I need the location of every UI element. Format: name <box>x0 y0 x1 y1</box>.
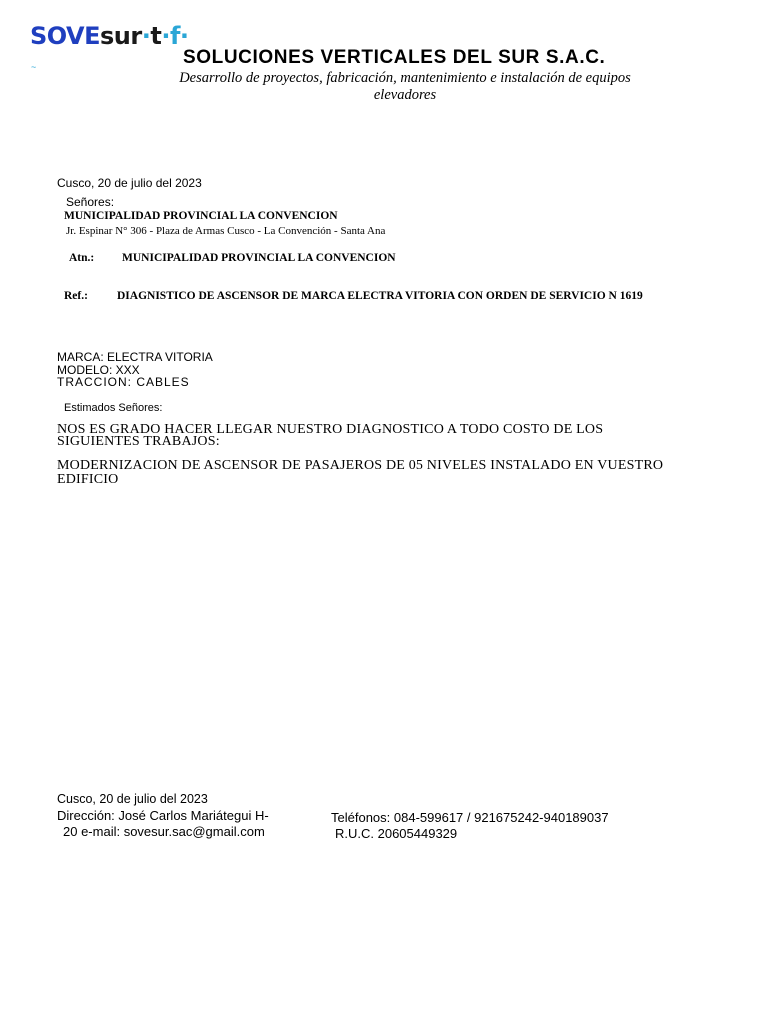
recipient-name: MUNICIPALIDAD PROVINCIAL LA CONVENCION <box>64 210 338 222</box>
footer-date: Cusco, 20 de julio del 2023 <box>57 792 208 806</box>
marca-line: MARCA: ELECTRA VITORIA <box>57 350 213 364</box>
atn-value: MUNICIPALIDAD PROVINCIAL LA CONVENCION <box>122 252 396 264</box>
logo-wave-icon: ~ <box>31 62 37 72</box>
footer-phones: Teléfonos: 084-599617 / 921675242-940189037 <box>331 810 609 825</box>
company-tagline: Desarrollo de proyectos, fabricación, mantenimiento e instalación de equipos elevadores <box>179 70 631 103</box>
footer-address-line2: 20 e-mail: sovesur.sac@gmail.com <box>63 824 265 839</box>
paragraph2-line2: EDIFICIO <box>57 472 119 487</box>
company-name: SOLUCIONES VERTICALES DEL SUR S.A.C. <box>183 47 606 68</box>
company-logo: SOVEsur·t·f· <box>30 22 189 50</box>
salutation-to: Señores: <box>66 195 115 209</box>
paragraph1-line1: NOS ES GRADO HACER LLEGAR NUESTRO DIAGNOSTICO A TODO COSTO DE LOS <box>57 422 604 437</box>
paragraph2-line1: MODERNIZACION DE ASCENSOR DE PASAJEROS DE 05 NIVELES INSTALADO EN VUESTRO <box>57 458 664 473</box>
logo-t-text: t <box>150 22 162 50</box>
footer-ruc: R.U.C. 20605449329 <box>335 826 458 841</box>
modelo-line: MODELO: XXX <box>57 363 140 377</box>
traccion-line: TRACCION: CABLES <box>57 375 190 389</box>
greeting: Estimados Señores: <box>64 402 163 414</box>
logo-sur-text: sur <box>100 22 142 50</box>
paragraph1-line2: SIGUIENTES TRABAJOS: <box>57 434 220 449</box>
letter-date: Cusco, 20 de julio del 2023 <box>57 176 202 190</box>
logo-f-text: f <box>169 22 180 50</box>
atn-label: Atn.: <box>69 252 95 264</box>
logo-sove-text: SOVE <box>30 22 101 50</box>
ref-value: DIAGNISTICO DE ASCENSOR DE MARCA ELECTRA VITORIA CON ORDEN DE SERVICIO N 1619 <box>117 290 643 302</box>
ref-label: Ref.: <box>64 290 88 302</box>
footer-address-line1: Dirección: José Carlos Mariátegui H- <box>57 808 269 823</box>
recipient-address: Jr. Espinar N° 306 - Plaza de Armas Cusco - La Convención - Santa Ana <box>66 225 386 237</box>
